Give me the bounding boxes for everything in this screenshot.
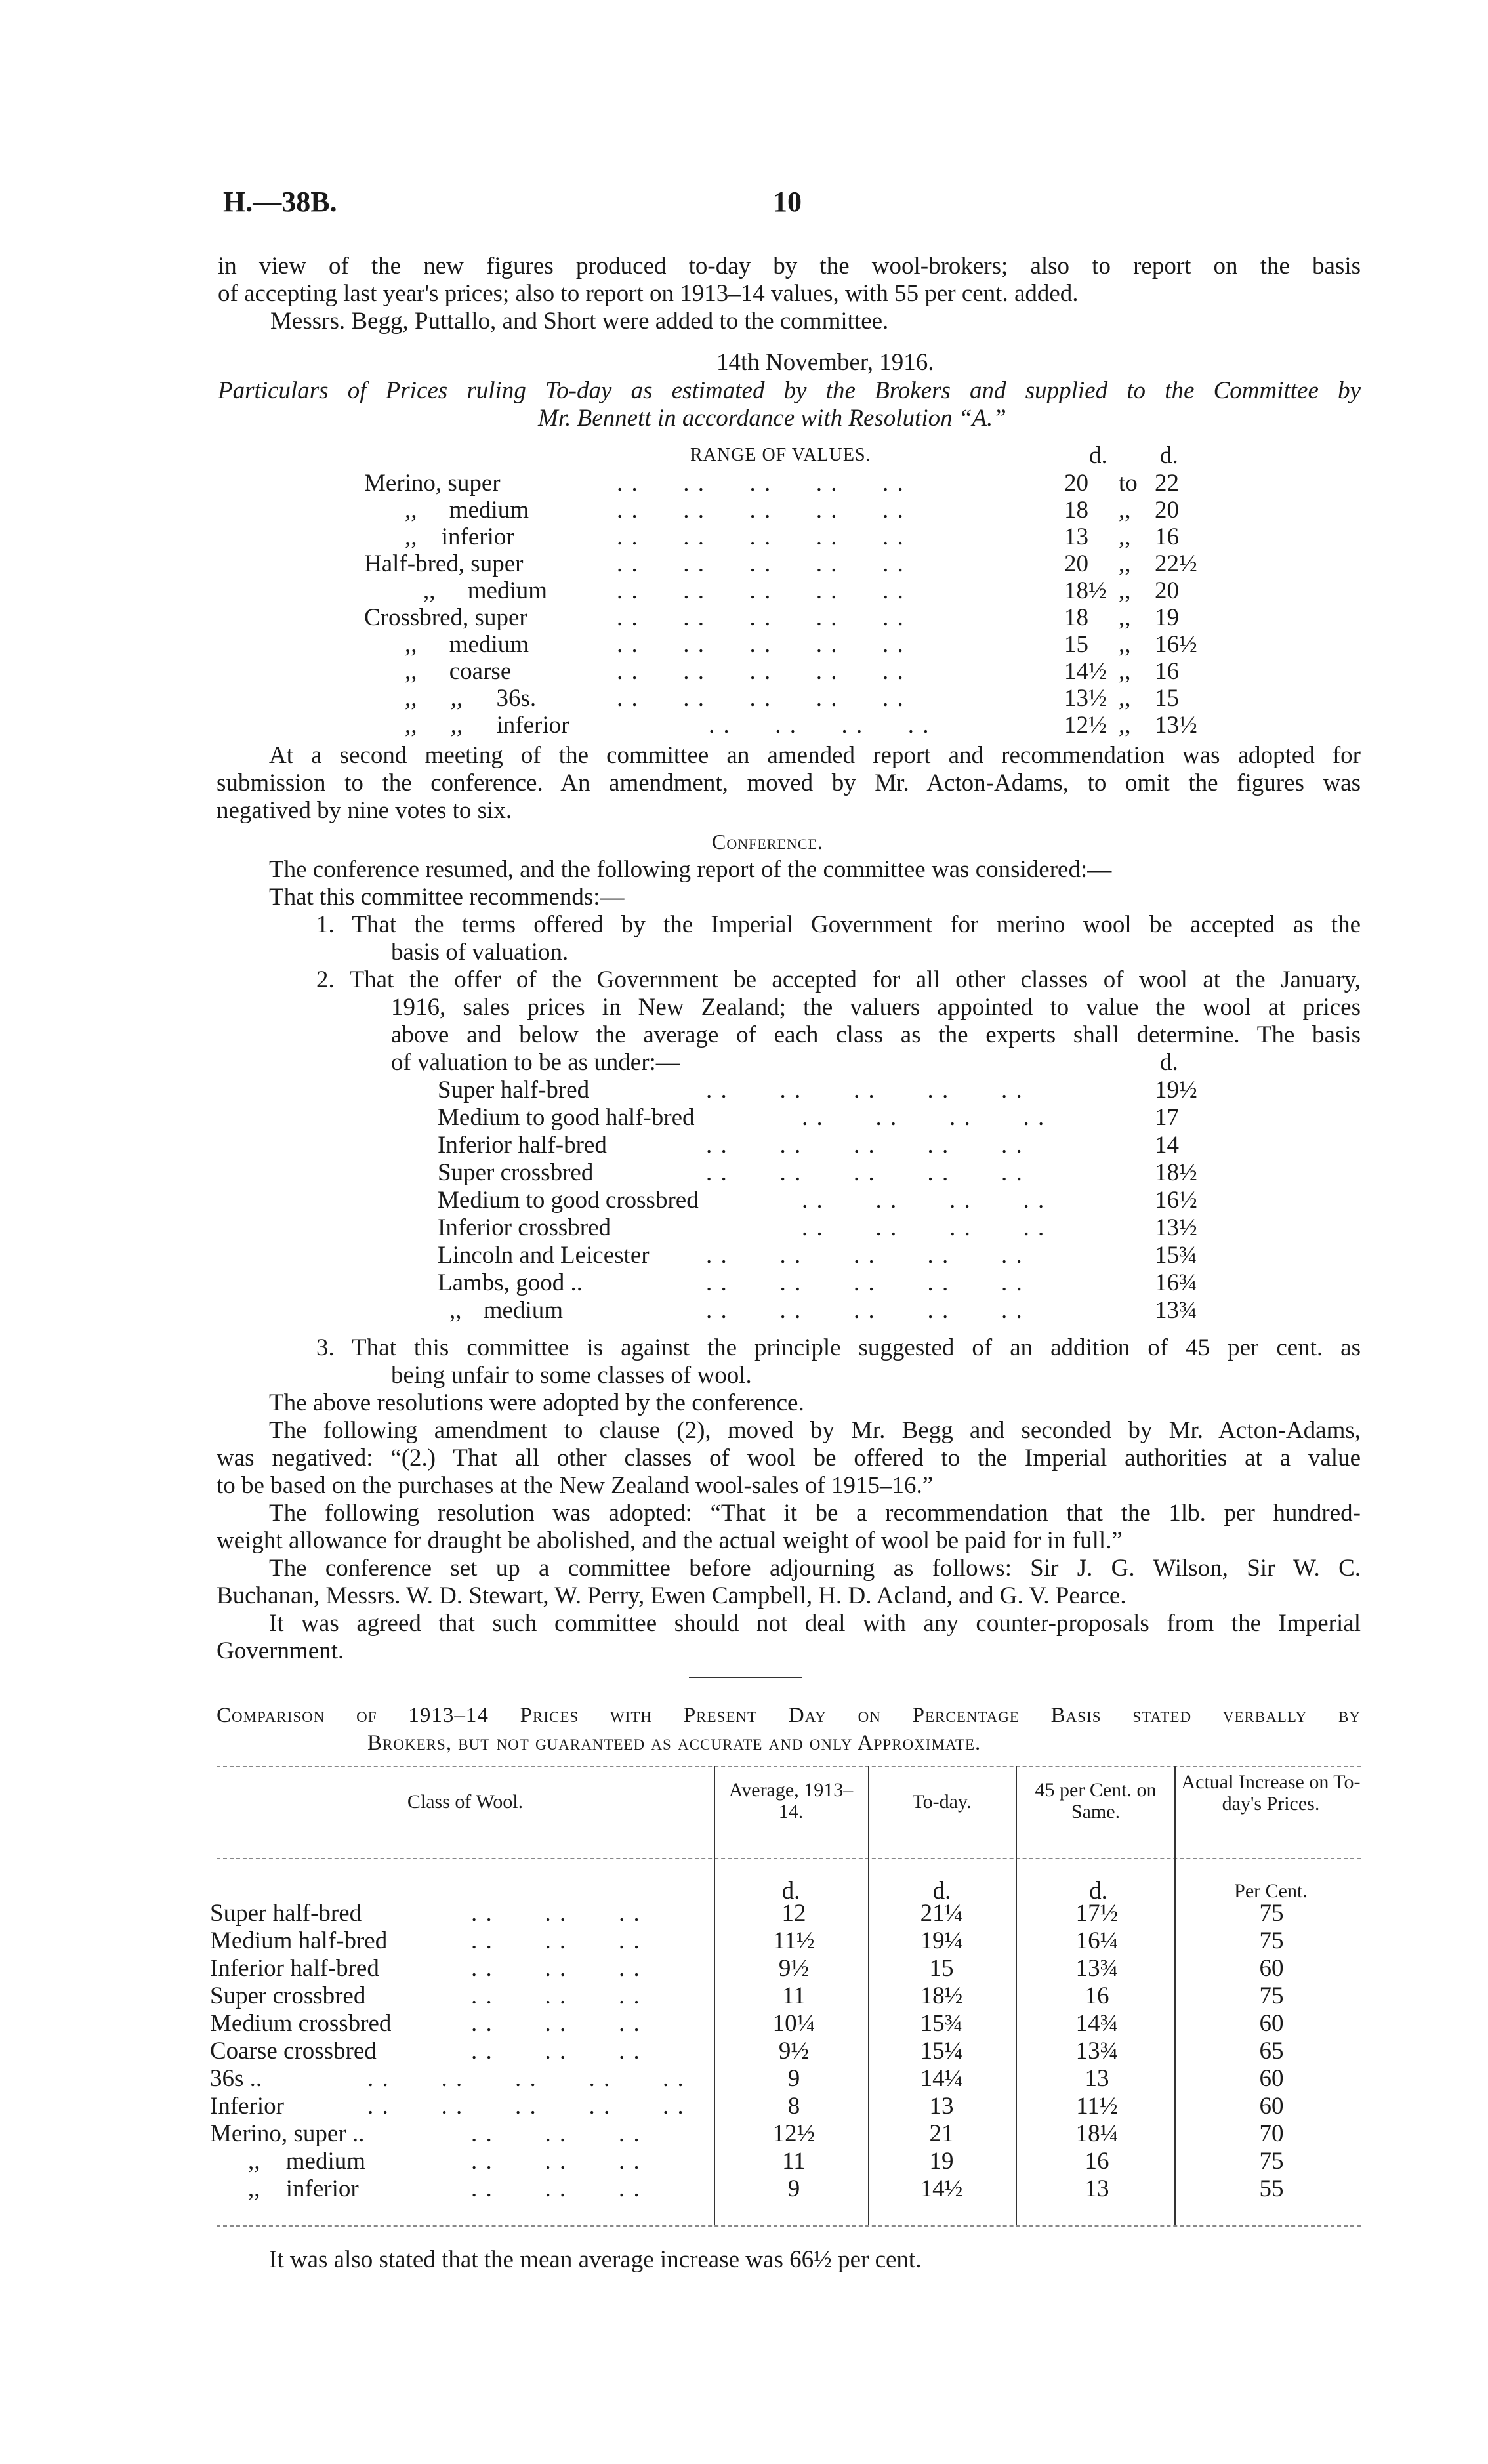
- cell-today: 15: [929, 1955, 954, 1982]
- cell-class: Medium half-bred: [210, 1927, 388, 1954]
- cell-average: 12½: [772, 2120, 816, 2147]
- basis-value: 13½: [1155, 1214, 1197, 1241]
- leader-dots: . . . . . . . . . .: [706, 1297, 1023, 1324]
- range-sep: ,,: [1119, 631, 1131, 658]
- range-label: ,, inferior: [405, 524, 514, 550]
- basis-value: 17: [1155, 1104, 1179, 1131]
- cell-class: Super half-bred: [210, 1900, 362, 1927]
- range-heading: RANGE OF VALUES.: [690, 445, 871, 465]
- cell-today: 21: [929, 2120, 954, 2147]
- leader-dots: . . . . . . . . . .: [617, 577, 905, 604]
- cell-45-percent: 14¾: [1075, 2010, 1119, 2037]
- basis-value: 14: [1155, 1132, 1179, 1159]
- item-1-line-a: 1. That the terms offered by the Imperial Government for merino wool be accepted as the: [316, 911, 1361, 938]
- cell-increase: 75: [1259, 1900, 1284, 1927]
- range-label: Merino, super: [364, 470, 501, 497]
- leader-dots: . . . . . . . . . .: [706, 1159, 1023, 1186]
- cell-today: 15¼: [920, 2038, 963, 2064]
- item-2-line-c: above and below the average of each class as the experts shall determine. The basis: [391, 1021, 1361, 1048]
- cell-45-percent: 13¾: [1075, 2038, 1119, 2064]
- agreed-line-1: It was agreed that such committee should not deal with any counter-proposals from the Imperial: [269, 1610, 1361, 1637]
- leader-dots: . . . . . . . . . .: [617, 550, 905, 577]
- basis-value: 16½: [1155, 1187, 1197, 1214]
- range-label: ,, medium: [423, 577, 548, 604]
- leader-dots: . . . . . . . . . .: [706, 1269, 1023, 1296]
- resolution-line-2: weight allowance for draught be abolished, and the actual weight of wool be paid for in full.”: [217, 1527, 1123, 1554]
- leader-dots: . . . . . .: [471, 1927, 641, 1954]
- leader-dots: . . . . . . . . . .: [617, 470, 905, 497]
- range-sep: ,,: [1119, 524, 1131, 550]
- cell-45-percent: 11½: [1076, 2093, 1118, 2120]
- resolution-line-1: The following resolution was adopted: “That it be a recommendation that the 1lb. per hundred-: [269, 1500, 1361, 1527]
- range-label: Half-bred, super: [364, 550, 524, 577]
- resolutions-adopted: The above resolutions were adopted by the conference.: [269, 1389, 804, 1416]
- range-high: 19: [1155, 604, 1179, 631]
- cell-average: 9½: [778, 2038, 810, 2064]
- basis-label: Lambs, good ..: [438, 1269, 583, 1296]
- cell-class: Inferior: [210, 2093, 284, 2120]
- leader-dots: . . . . . . . . . .: [706, 1242, 1023, 1269]
- col-divider: [868, 1766, 869, 2225]
- leader-dots: . . . . . . . .: [709, 712, 930, 739]
- cell-45-percent: 16: [1085, 2148, 1109, 2175]
- intro-line-1: in view of the new figures produced to-day by the wool-brokers; also to report on the basis: [218, 253, 1361, 279]
- cell-class: Super crossbred: [210, 1982, 366, 2009]
- cell-increase: 75: [1259, 2148, 1284, 2175]
- leader-dots: . . . . . .: [471, 1900, 641, 1927]
- cell-average: 11½: [773, 1927, 815, 1954]
- cell-average: 11: [782, 1982, 806, 2009]
- amendment-line-2: was negatived: “(2.) That all other classes of wool be offered to the Imperial authorities at a value: [217, 1445, 1361, 1471]
- range-low: 15: [1064, 631, 1088, 658]
- range-low: 13½: [1064, 685, 1107, 712]
- range-high: 22: [1155, 470, 1179, 497]
- leader-dots: . . . . . .: [471, 1982, 641, 2009]
- cell-class: 36s ..: [210, 2065, 262, 2092]
- leader-dots: . . . . . . . . . .: [706, 1132, 1023, 1159]
- range-low: 14½: [1064, 658, 1107, 685]
- range-high: 22½: [1155, 550, 1197, 577]
- basis-value: 18½: [1155, 1159, 1197, 1186]
- leader-dots: . . . . . . . .: [802, 1104, 1046, 1131]
- col-divider: [1174, 1766, 1176, 2225]
- cell-today: 21¼: [920, 1900, 963, 1927]
- particulars-line-1: Particulars of Prices ruling To-day as estimated by the Brokers and supplied to the Committee by: [218, 377, 1361, 404]
- header-45-percent: 45 per Cent. on Same.: [1035, 1779, 1157, 1822]
- range-low: 20: [1064, 550, 1088, 577]
- doc-reference: H.—38B.: [223, 186, 337, 218]
- second-meeting-line-3: negatived by nine votes to six.: [217, 797, 512, 824]
- cell-increase: 65: [1259, 2038, 1284, 2064]
- cell-class: Inferior half-bred: [210, 1955, 379, 1982]
- cell-average: 9: [787, 2065, 800, 2092]
- item-3-line-a: 3. That this committee is against the principle suggested of an addition of 45 per cent. as: [316, 1334, 1361, 1361]
- leader-dots: . . . . . .: [471, 2148, 641, 2175]
- committee-line-2: Buchanan, Messrs. W. D. Stewart, W. Perry, Ewen Campbell, H. D. Acland, and G. V. Pearce.: [217, 1582, 1126, 1609]
- cell-today: 18½: [920, 1982, 963, 2009]
- cell-45-percent: 16¼: [1075, 1927, 1119, 1954]
- table-top-rule: [217, 1766, 1361, 1767]
- range-high: 16½: [1155, 631, 1197, 658]
- cell-increase: 55: [1259, 2175, 1284, 2202]
- cell-class: Medium crossbred: [210, 2010, 392, 2037]
- leader-dots: . . . . . . . . . .: [617, 658, 905, 685]
- cell-increase: 75: [1259, 1927, 1284, 1954]
- range-label: ,, medium: [405, 631, 529, 658]
- range-label: ,, coarse: [405, 658, 512, 685]
- range-high: 16: [1155, 658, 1179, 685]
- range-label: ,, medium: [405, 497, 529, 524]
- table-bottom-rule: [217, 2225, 1361, 2227]
- cell-average: 12: [781, 1900, 806, 1927]
- leader-dots: . . . . . . . . . .: [617, 604, 905, 631]
- second-meeting-line-2: submission to the conference. An amendment, moved by Mr. Acton-Adams, to omit the figures was: [217, 770, 1361, 796]
- item-2-line-b: 1916, sales prices in New Zealand; the valuers appointed to value the wool at prices: [391, 994, 1361, 1021]
- leader-dots: . . . . . .: [471, 2175, 641, 2202]
- cell-45-percent: 16: [1085, 1982, 1109, 2009]
- leader-dots: . . . . . . . .: [802, 1187, 1046, 1214]
- comparison-title-1: Comparison of 1913–14 Prices with Present Day on Percentage Basis stated verbally by: [217, 1704, 1361, 1727]
- cell-today: 14¼: [920, 2065, 963, 2092]
- basis-label: ,, medium: [449, 1297, 564, 1324]
- range-label: ,, ,, 36s.: [405, 685, 537, 712]
- amendment-line-3: to be based on the purchases at the New Zealand wool-sales of 1915–16.”: [217, 1472, 934, 1499]
- cell-average: 8: [787, 2093, 800, 2120]
- amendment-line-1: The following amendment to clause (2), moved by Mr. Begg and seconded by Mr. Acton-Adams,: [269, 1417, 1361, 1444]
- leader-dots: . . . . . .: [471, 2010, 641, 2037]
- range-label: ,, ,, inferior: [405, 712, 569, 739]
- leader-dots: . . . . . .: [471, 1955, 641, 1982]
- basis-label: Medium to good half-bred: [438, 1104, 695, 1131]
- agreed-line-2: Government.: [217, 1637, 344, 1664]
- range-high: 20: [1155, 497, 1179, 524]
- cell-45-percent: 17½: [1075, 1900, 1119, 1927]
- conference-line-2: That this committee recommends:—: [269, 884, 625, 911]
- basis-label: Super half-bred: [438, 1077, 590, 1103]
- basis-label: Inferior half-bred: [438, 1132, 607, 1159]
- second-meeting-line-1: At a second meeting of the committee an amended report and recommendation was adopted for: [269, 742, 1361, 769]
- leader-dots: . . . . . . . . . .: [617, 497, 905, 524]
- range-sep: ,,: [1119, 577, 1131, 604]
- cell-class: ,, medium: [248, 2148, 366, 2175]
- header-average: Average, 1913–14.: [728, 1779, 854, 1822]
- basis-col-d: d.: [1160, 1049, 1178, 1076]
- basis-label: Super crossbred: [438, 1159, 594, 1186]
- cell-class: Coarse crossbred: [210, 2038, 377, 2064]
- range-low: 12½: [1064, 712, 1107, 739]
- cell-average: 9½: [778, 1955, 810, 1982]
- range-low: 18: [1064, 497, 1088, 524]
- range-low: 13: [1064, 524, 1088, 550]
- leader-dots: . . . . . .: [471, 2120, 641, 2147]
- cell-45-percent: 13: [1085, 2175, 1109, 2202]
- cell-average: 9: [787, 2175, 800, 2202]
- unit-average: d.: [781, 1878, 800, 1904]
- comparison-title-2: Brokers, but not guaranteed as accurate and only Approximate.: [367, 1731, 982, 1755]
- leader-dots: . . . . . . . . . .: [706, 1077, 1023, 1103]
- cell-45-percent: 13: [1085, 2065, 1109, 2092]
- range-low: 18½: [1064, 577, 1107, 604]
- header-class-of-wool: Class of Wool.: [407, 1791, 524, 1813]
- range-low: 18: [1064, 604, 1088, 631]
- basis-value: 13¾: [1155, 1297, 1197, 1324]
- intro-line-3: Messrs. Begg, Puttallo, and Short were added to the committee.: [270, 308, 889, 335]
- committee-line-1: The conference set up a committee before adjourning as follows: Sir J. G. Wilson, Sir W. C.: [269, 1555, 1361, 1582]
- cell-today: 19: [929, 2148, 954, 2175]
- range-high: 20: [1155, 577, 1179, 604]
- range-sep: ,,: [1119, 712, 1131, 739]
- range-sep: ,,: [1119, 604, 1131, 631]
- cell-class: ,, inferior: [248, 2175, 359, 2202]
- col-divider: [1016, 1766, 1017, 2225]
- unit-today: d.: [932, 1878, 951, 1904]
- leader-dots: . . . . . . . . . .: [367, 2065, 685, 2092]
- cell-increase: 60: [1259, 1955, 1284, 1982]
- item-2-line-a: 2. That the offer of the Government be accepted for all other classes of wool at the January,: [316, 966, 1361, 993]
- item-2-line-d: of valuation to be as under:—: [391, 1049, 680, 1076]
- header-today: To-day.: [912, 1791, 972, 1813]
- range-sep: to: [1119, 470, 1138, 497]
- cell-increase: 60: [1259, 2093, 1284, 2120]
- range-sep: ,,: [1119, 497, 1131, 524]
- cell-45-percent: 13¾: [1075, 1955, 1119, 1982]
- leader-dots: . . . . . .: [471, 2038, 641, 2064]
- range-label: Crossbred, super: [364, 604, 527, 631]
- range-high: 15: [1155, 685, 1179, 712]
- cell-increase: 70: [1259, 2120, 1284, 2147]
- range-sep: ,,: [1119, 658, 1131, 685]
- table-header-rule: [217, 1858, 1361, 1859]
- basis-label: Lincoln and Leicester: [438, 1242, 650, 1269]
- range-sep: ,,: [1119, 685, 1131, 712]
- leader-dots: . . . . . . . .: [802, 1214, 1046, 1241]
- leader-dots: . . . . . . . . . .: [617, 685, 905, 712]
- cell-increase: 60: [1259, 2065, 1284, 2092]
- cell-class: Merino, super ..: [210, 2120, 365, 2147]
- leader-dots: . . . . . . . . . .: [617, 631, 905, 658]
- range-high: 13½: [1155, 712, 1197, 739]
- unit-45-percent: d.: [1089, 1878, 1107, 1904]
- particulars-line-2: Mr. Bennett in accordance with Resolution “A.”: [538, 405, 1006, 432]
- basis-value: 16¾: [1155, 1269, 1197, 1296]
- range-sep: ,,: [1119, 550, 1131, 577]
- cell-average: 10¼: [772, 2010, 816, 2037]
- footnote: It was also stated that the mean average increase was 66½ per cent.: [269, 2246, 922, 2273]
- col-divider: [714, 1766, 715, 2225]
- leader-dots: . . . . . . . . . .: [617, 524, 905, 550]
- date-heading: 14th November, 1916.: [716, 349, 934, 376]
- item-3-line-b: being unfair to some classes of wool.: [391, 1362, 752, 1389]
- unit-increase: Per Cent.: [1234, 1880, 1308, 1902]
- cell-45-percent: 18¼: [1075, 2120, 1119, 2147]
- basis-label: Inferior crossbred: [438, 1214, 611, 1241]
- range-low: 20: [1064, 470, 1088, 497]
- header-actual-increase: Actual Increase on To-day's Prices.: [1181, 1771, 1361, 1815]
- intro-line-2: of accepting last year's prices; also to report on 1913–14 values, with 55 per cent. added.: [218, 280, 1079, 307]
- range-col-d-low: d.: [1089, 442, 1107, 469]
- section-divider: [689, 1677, 802, 1678]
- cell-today: 15¾: [920, 2010, 963, 2037]
- cell-increase: 60: [1259, 2010, 1284, 2037]
- range-col-d-high: d.: [1160, 442, 1178, 469]
- conference-line-1: The conference resumed, and the following report of the committee was considered:—: [269, 856, 1112, 883]
- page-number: 10: [773, 186, 802, 218]
- basis-label: Medium to good crossbred: [438, 1187, 699, 1214]
- item-1-line-b: basis of valuation.: [391, 939, 569, 966]
- cell-today: 14½: [920, 2175, 963, 2202]
- basis-value: 15¾: [1155, 1242, 1197, 1269]
- cell-average: 11: [782, 2148, 806, 2175]
- basis-value: 19½: [1155, 1077, 1197, 1103]
- cell-today: 19¼: [920, 1927, 963, 1954]
- cell-increase: 75: [1259, 1982, 1284, 2009]
- cell-today: 13: [929, 2093, 954, 2120]
- leader-dots: . . . . . . . . . .: [367, 2093, 685, 2120]
- conference-heading: Conference.: [712, 830, 823, 853]
- range-high: 16: [1155, 524, 1179, 550]
